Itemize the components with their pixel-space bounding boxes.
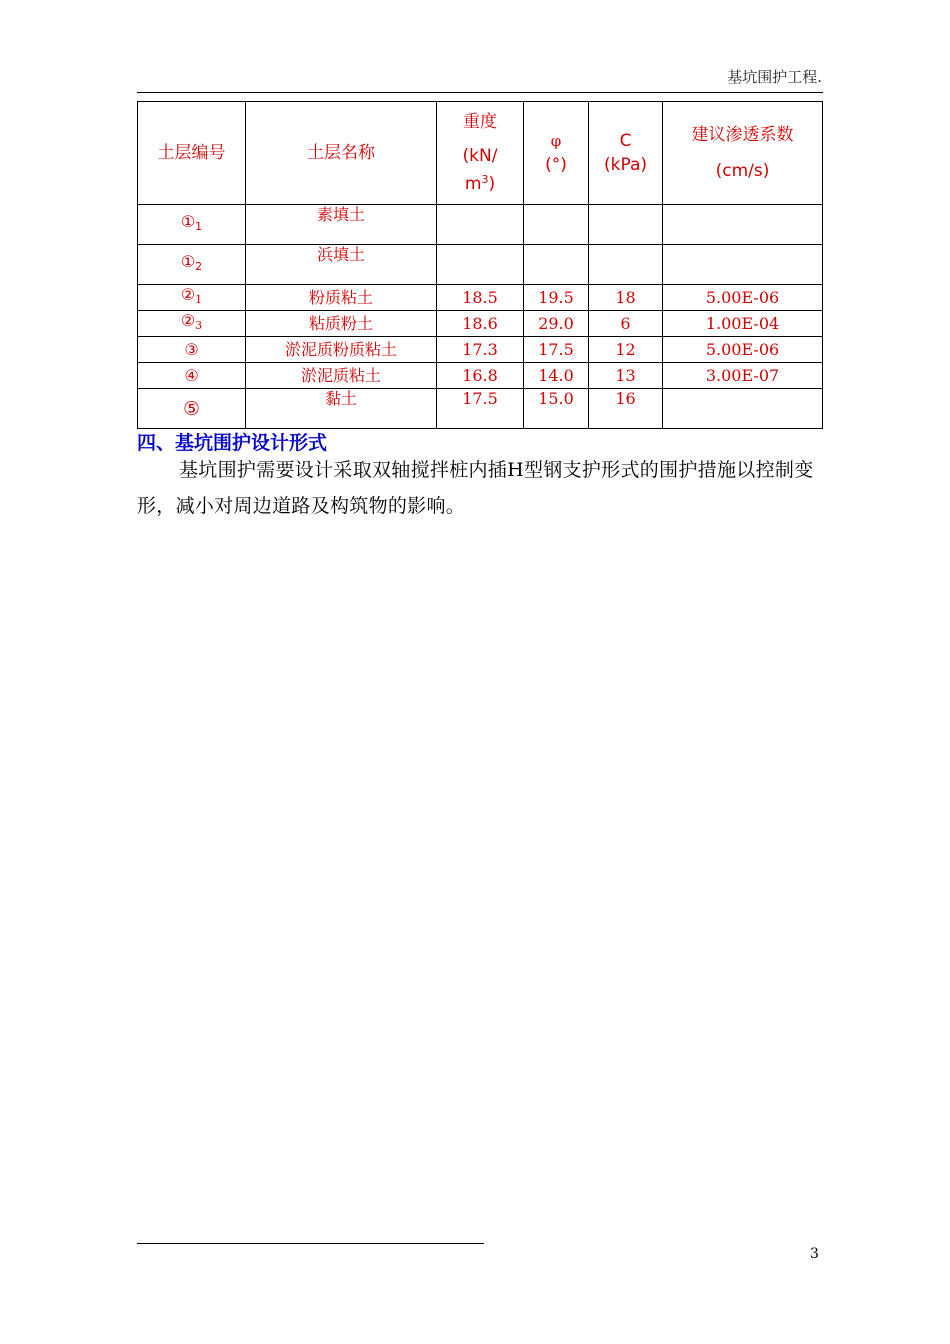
header-soil-code: 土层编号 [138, 102, 246, 205]
header-unit-weight: 重度 (kN/ $m^3$) [437, 102, 524, 205]
unit-weight-cell: 18.6 [437, 311, 524, 337]
friction-angle-cell: 14.0 [524, 363, 589, 389]
soil-name-cell: 浜填土 [246, 245, 437, 285]
header-cohesion: C (kPa) [589, 102, 663, 205]
friction-angle-cell: 29.0 [524, 311, 589, 337]
soil-name-cell: 黏土 [246, 389, 437, 429]
unit-weight-cell: 17.5 [437, 389, 524, 429]
table-row [138, 363, 823, 389]
cohesion-cell [589, 245, 663, 285]
cohesion-cell: 16 [589, 389, 663, 429]
friction-angle-cell [524, 205, 589, 245]
table-row [138, 337, 823, 363]
unit-weight-cell: 18.5 [437, 285, 524, 311]
permeability-cell [663, 389, 823, 429]
soil-code-cell: $①_1$ [138, 205, 246, 245]
cohesion-cell: 13 [589, 363, 663, 389]
table-row [138, 245, 823, 285]
friction-angle-cell: 19.5 [524, 285, 589, 311]
soil-name-cell: 淤泥质粘土 [246, 363, 437, 389]
header-rule [137, 92, 823, 93]
section-heading: 四、基坑围护设计形式 [137, 432, 328, 454]
permeability-cell: 3.00E-07 [663, 363, 823, 389]
soil-code-cell: $②_1$ [138, 285, 246, 311]
friction-angle-cell: 15.0 [524, 389, 589, 429]
unit-weight-cell [437, 245, 524, 285]
soil-code-cell: ③ [138, 337, 246, 363]
header-title: 基坑围护工程. [727, 68, 822, 86]
soil-name-cell: 淤泥质粉质粘土 [246, 337, 437, 363]
header-soil-name: 土层名称 [246, 102, 437, 205]
permeability-cell [663, 205, 823, 245]
header-friction-angle: φ (°) [524, 102, 589, 205]
soil-code-cell: ⑤ [138, 389, 246, 429]
soil-parameter-table [137, 101, 823, 429]
table-header-row [138, 102, 823, 205]
permeability-cell: 1.00E-04 [663, 311, 823, 337]
cohesion-cell: 12 [589, 337, 663, 363]
table-row [138, 311, 823, 337]
unit-weight-cell [437, 205, 524, 245]
permeability-cell [663, 245, 823, 285]
page-number: 3 [810, 1246, 819, 1262]
friction-angle-cell: 17.5 [524, 337, 589, 363]
footnote-rule [137, 1243, 484, 1244]
friction-angle-cell [524, 245, 589, 285]
table-row [138, 389, 823, 429]
soil-code-cell: $②_3$ [138, 311, 246, 337]
unit-weight-cell: 17.3 [437, 337, 524, 363]
soil-code-cell: $①_2$ [138, 245, 246, 285]
soil-name-cell: 粉质粘土 [246, 285, 437, 311]
soil-code-cell: ④ [138, 363, 246, 389]
soil-name-cell: 粘质粉土 [246, 311, 437, 337]
cohesion-cell: 6 [589, 311, 663, 337]
header-permeability: 建议渗透系数 (cm/s) [663, 102, 823, 205]
table-row [138, 205, 823, 245]
permeability-cell: 5.00E-06 [663, 285, 823, 311]
body-paragraph: 基坑围护需要设计采取双轴搅拌桩内插H型钢支护形式的围护措施以控制变形，减小对周边道路及构筑物的影响。 [137, 459, 814, 517]
cohesion-cell [589, 205, 663, 245]
table-row [138, 285, 823, 311]
cohesion-cell: 18 [589, 285, 663, 311]
permeability-cell: 5.00E-06 [663, 337, 823, 363]
unit-weight-cell: 16.8 [437, 363, 524, 389]
soil-name-cell: 素填土 [246, 205, 437, 245]
